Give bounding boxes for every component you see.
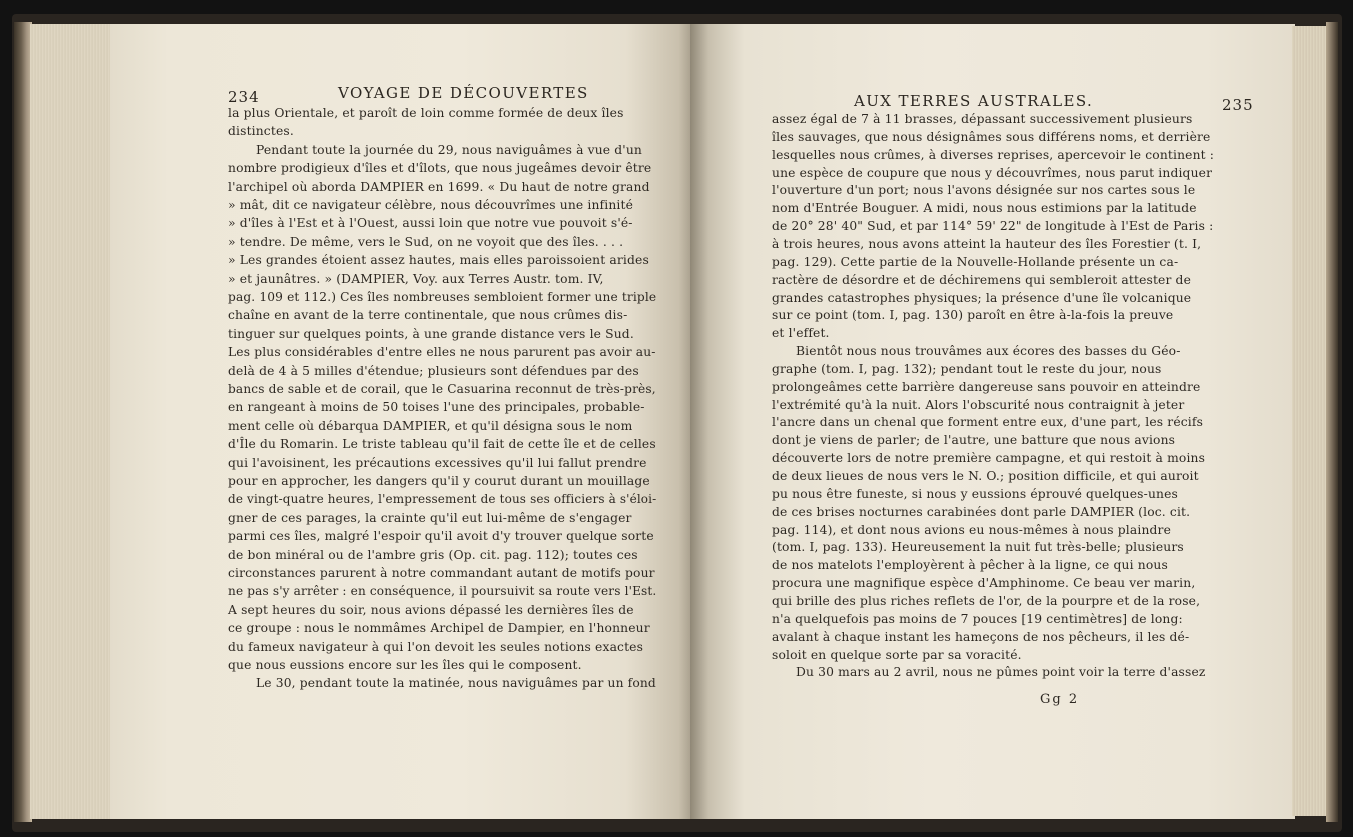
text-line: » Les grandes étoient assez hautes, mais elles paroissoient arides [228, 253, 649, 268]
text-line: gner de ces parages, la crainte qu'il eut lui-même de s'engager [228, 510, 632, 525]
text-line: d'Île du Romarin. Le triste tableau qu'il fait de cette île et de celles [228, 437, 656, 452]
text-line: qui l'avoisinent, les précautions excessives qu'il lui fallut prendre [228, 455, 647, 470]
text-line: de vingt-quatre heures, l'empressement de tous ses officiers à s'éloi- [228, 492, 657, 507]
text-line: avalant à chaque instant les hameçons de nos pêcheurs, il les dé- [772, 629, 1190, 644]
text-line: circonstances parurent à notre commandant autant de motifs pour [228, 566, 655, 580]
text-line: pag. 109 et 112.) Ces îles nombreuses sembloient former une triple [228, 290, 657, 304]
text-line: n'a quelquefois pas moins de 7 pouces [19 centimètres] de long: [772, 611, 1183, 626]
text-line: » mât, dit ce navigateur célèbre, nous découvrîmes une infinité [228, 198, 634, 212]
text-line: pag. 129). Cette partie de la Nouvelle-Hollande présente un ca- [772, 254, 1179, 269]
text-line: pag. 114), et dont nous avions eu nous-mêmes à nous plaindre [772, 522, 1171, 537]
signature-mark: Gg 2 [1040, 692, 1080, 707]
text-line: Pendant toute la journée du 29, nous naviguâmes à vue d'un [256, 142, 642, 157]
text-line: tinguer sur quelques points, à une grande distance vers le Sud. [228, 326, 634, 341]
text-line: de ces brises nocturnes carabinées dont parle DAMPIER (loc. cit. [772, 504, 1191, 519]
text-line: de nos matelots l'employèrent à pêcher à la ligne, ce qui nous [772, 558, 1168, 573]
text-line: en rangeant à moins de 50 toises l'une des principales, probable- [228, 400, 645, 415]
text-line: chaîne en avant de la terre continentale, que nous crûmes dis- [228, 308, 628, 323]
text-line: de 20° 28' 40" Sud, et par 114° 59' 22" de longitude à l'Est de Paris : [772, 219, 1214, 234]
text-line: parmi ces îles, malgré l'espoir qu'il avoit d'y trouver quelque sorte [228, 529, 654, 544]
text-line: du fameux navigateur à qui l'on devoit les seules notions exactes [228, 639, 644, 654]
right-page [690, 24, 1295, 819]
left-page-number: 234 [228, 88, 260, 106]
text-line: Les plus considérables d'entre elles ne nous parurent pas avoir au- [228, 345, 656, 360]
text-line: nombre prodigieux d'îles et d'îlots, que nous jugeâmes devoir être [228, 161, 652, 176]
text-line: l'archipel où aborda DAMPIER en 1699. « Du haut de notre grand [228, 179, 650, 194]
text-line: l'extrémité qu'à la nuit. Alors l'obscurité nous contraignit à jeter [772, 397, 1185, 412]
text-line: de bon minéral ou de l'ambre gris (Op. cit. pag. 112); toutes ces [228, 547, 638, 562]
text-line: ractère de désordre et de déchiremens qui sembleroit attester de [772, 272, 1192, 287]
text-line: et l'effet. [772, 326, 830, 341]
text-line: » tendre. De même, vers le Sud, on ne voyoit que des îles. . . . [228, 234, 624, 249]
text-line: qui brille des plus riches reflets de l'or, de la pourpre et de la rose, [772, 593, 1201, 608]
right-page-number: 235 [1222, 96, 1254, 114]
text-line: ne pas s'y arrêter : en conséquence, il poursuivit sa route vers l'Est. [228, 584, 657, 599]
text-line: nom d'Entrée Bouguer. A midi, nous nous estimions par la latitude [772, 201, 1197, 216]
left-page [110, 24, 696, 819]
text-line: procura une magnifique espèce d'Amphinome. Ce beau ver marin, [772, 576, 1196, 591]
text-line: grandes catastrophes physiques; la présence d'une île volcanique [772, 290, 1192, 305]
text-line: l'ouverture d'un port; nous l'avons désignée sur nos cartes sous le [772, 183, 1196, 198]
text-line: distinctes. [228, 124, 294, 139]
text-line: prolongeâmes cette barrière dangereuse sans pouvoir en atteindre [772, 379, 1201, 394]
text-line: la plus Orientale, et paroît de loin comme formée de deux îles [228, 106, 624, 120]
text-line: pour en approcher, les dangers qu'il y courut durant un mouillage [228, 474, 650, 488]
text-line: pu nous être funeste, si nous y eussions éprouvé quelques-unes [772, 486, 1178, 501]
text-line: Le 30, pendant toute la matinée, nous naviguâmes par un fond [256, 676, 656, 691]
text-line: Du 30 mars au 2 avril, nous ne pûmes point voir la terre d'assez [796, 665, 1206, 680]
text-line: dont je viens de parler; de l'autre, une batture que nous avions [772, 433, 1176, 448]
text-line: assez égal de 7 à 11 brasses, dépassant successivement plusieurs [772, 112, 1193, 126]
text-line: à trois heures, nous avons atteint la hauteur des îles Forestier (t. I, [772, 236, 1202, 251]
page-stack-right [1292, 26, 1330, 816]
text-line: soloit en quelque sorte par sa voracité. [772, 647, 1022, 662]
right-running-head: AUX TERRES AUSTRALES. [854, 92, 1094, 110]
text-line: que nous eussions encore sur les îles qui le composent. [228, 658, 582, 672]
text-line: » et jaunâtres. » (DAMPIER, Voy. aux Terres Austr. tom. IV, [228, 271, 604, 286]
text-line: A sept heures du soir, nous avions dépassé les dernières îles de [228, 602, 634, 617]
page-stack-left [30, 24, 118, 819]
text-line: de deux lieues de nous vers le N. O.; position difficile, et qui auroit [772, 469, 1199, 483]
book-cover-right-edge [1326, 22, 1338, 822]
text-line: découverte lors de notre première campagne, et qui restoit à moins [772, 451, 1206, 466]
text-line: îles sauvages, que nous désignâmes sous différens noms, et derrière [772, 129, 1211, 144]
text-line: delà de 4 à 5 milles d'étendue; plusieurs sont défendues par des [228, 363, 639, 378]
left-running-head: VOYAGE DE DÉCOUVERTES [338, 84, 589, 102]
text-line: Bientôt nous nous trouvâmes aux écores des basses du Géo- [796, 344, 1181, 359]
text-line: sur ce point (tom. I, pag. 130) paroît en être à-la-fois la preuve [772, 308, 1174, 323]
text-line: bancs de sable et de corail, que le Casuarina reconnut de très-près, [228, 382, 656, 396]
text-line: » d'îles à l'Est et à l'Ouest, aussi loin que notre vue pouvoit s'é- [228, 216, 633, 231]
text-line: (tom. I, pag. 133). Heureusement la nuit fut très-belle; plusieurs [772, 540, 1184, 555]
text-line: graphe (tom. I, pag. 132); pendant tout le reste du jour, nous [772, 361, 1162, 376]
text-line: une espèce de coupure que nous y découvrîmes, nous parut indiquer [772, 165, 1213, 180]
text-line: ment celle où débarqua DAMPIER, et qu'il désigna sous le nom [228, 418, 633, 433]
text-line: lesquelles nous crûmes, à diverses reprises, apercevoir le continent : [772, 147, 1215, 162]
text-line: ce groupe : nous le nommâmes Archipel de Dampier, en l'honneur [228, 621, 650, 636]
text-line: l'ancre dans un chenal que forment entre eux, d'une part, les récifs [772, 415, 1204, 430]
